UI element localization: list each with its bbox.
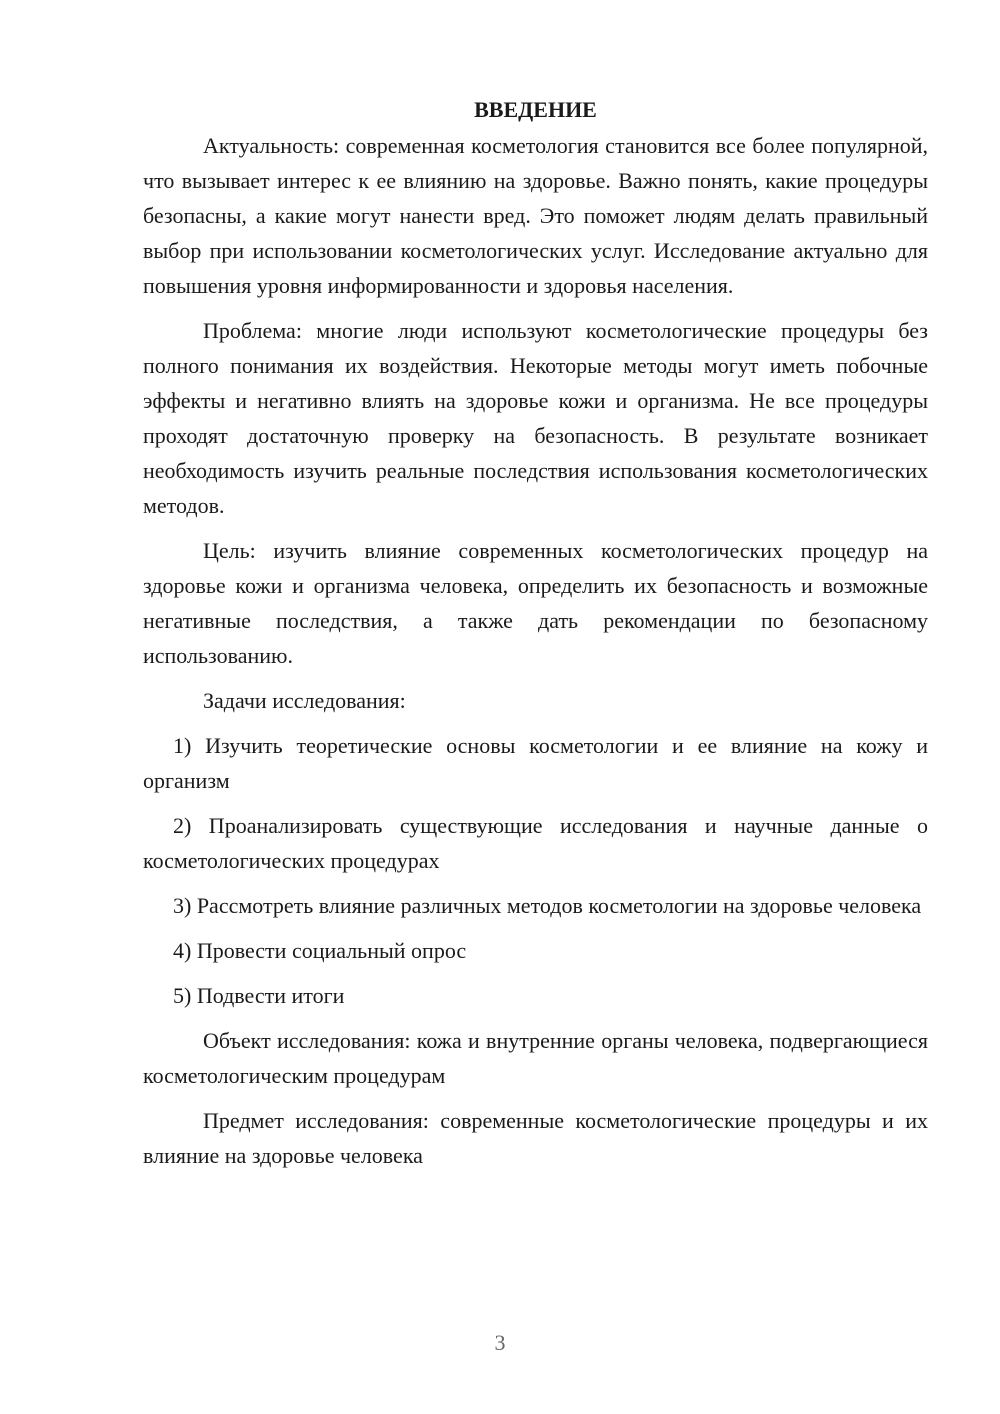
document-page [143, 92, 928, 1183]
paragraph-goal: Цель: изучить влияние современных косметологических процедур на здоровье кожи и организма человека, определить их безопасность и возможные негативные последствия, а также дать рекомендации по безопасному использованию. [143, 538, 928, 668]
page-title: ВВЕДЕНИЕ [474, 97, 597, 122]
task-item: 3) Рассмотреть влияние различных методов косметологии на здоровье человека [173, 893, 922, 918]
task-item: 4) Провести социальный опрос [173, 938, 467, 963]
task-item: 2) Проанализировать существующие исследования и научные данные о косметологических процедурах [143, 813, 928, 873]
page-number: 3 [494, 1330, 506, 1355]
paragraph-object: Объект исследования: кожа и внутренние органы человека, подвергающиеся косметологическим процедурам [143, 1028, 928, 1088]
task-item: 1) Изучить теоретические основы косметологии и ее влияние на кожу и организм [143, 733, 928, 793]
paragraph-tasks-heading: Задачи исследования: [203, 688, 406, 713]
paragraph-subject: Предмет исследования: современные косметологические процедуры и их влияние на здоровье человека [143, 1108, 928, 1168]
paragraph-problem: Проблема: многие люди используют косметологические процедуры без полного понимания их воздействия. Некоторые методы могут иметь побочные эффекты и негативно влиять на здоровье кожи и организма. Не все процедуры проходят достаточную проверку на безопасность. В результате возникает необходимость изучить реальные последствия использования косметологических методов. [143, 318, 928, 518]
paragraph-relevance: Актуальность: современная косметология становится все более популярной, что вызывает интерес к ее влиянию на здоровье. Важно понять, какие процедуры безопасны, а какие могут нанести вред. Это поможет людям делать правильный выбор при использовании косметологических услуг. Исследование актуально для повышения уровня информированности и здоровья населения. [143, 133, 928, 298]
task-item: 5) Подвести итоги [173, 983, 345, 1008]
